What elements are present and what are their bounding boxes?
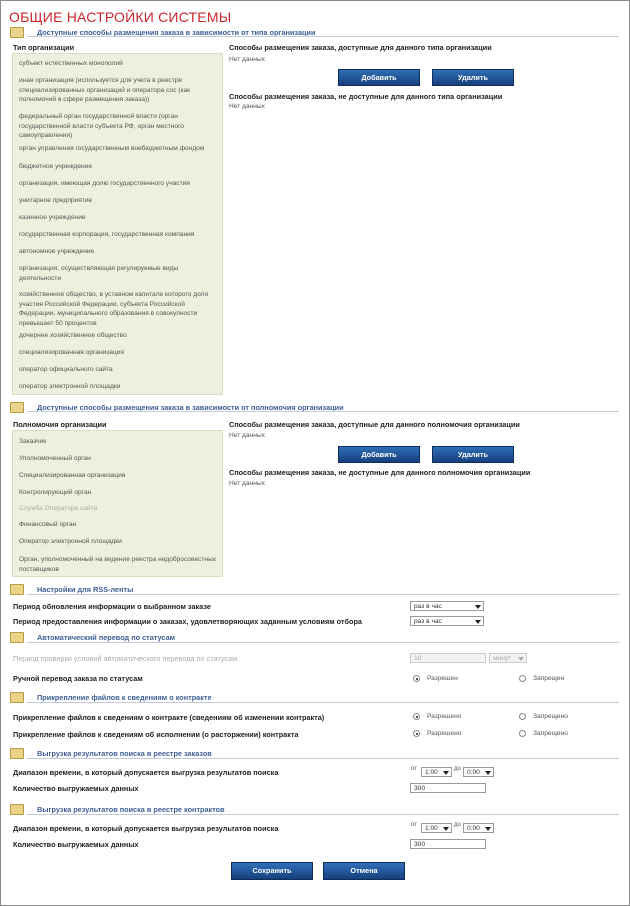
list-item[interactable]: организация, осуществляющая регулируемые виды деятельности	[19, 265, 179, 282]
available-methods-header: Способы размещения заказа, доступные для данного типа организации	[229, 43, 492, 52]
list-item[interactable]: Финансовый орган	[19, 521, 77, 528]
list-item[interactable]: федеральный орган государственной власти (орган государственной власти субъекта РФ, орган местного самоуправления)	[19, 113, 184, 139]
delete-button[interactable]: Удалить	[432, 69, 514, 86]
cancel-button[interactable]: Отмена	[323, 862, 405, 880]
files-contract-forbidden-radio[interactable]	[519, 713, 526, 720]
list-item[interactable]: государственная корпорация, государственная компания	[19, 231, 195, 238]
orders-to-select[interactable]: 0:00	[463, 767, 494, 777]
unavailable-methods-empty: Нет данных	[229, 103, 265, 110]
section-divider	[27, 642, 619, 643]
list-item[interactable]: унитарное предприятие	[19, 197, 93, 204]
section-title-rss: Настройки для RSS-ленты	[37, 585, 134, 594]
section-divider	[27, 411, 619, 412]
folder-icon	[10, 748, 24, 759]
list-item[interactable]: хозяйственное общество, в уставном капитале которого доля участия Российской Федерации, субъекта Российской Федерации, муниципального образования в совокупности превышает 50 процентов	[19, 291, 209, 327]
add-button[interactable]: Добавить	[338, 446, 420, 463]
files-contract-allowed-label: Разрешено	[427, 713, 462, 720]
contracts-to-label: до	[454, 822, 461, 828]
save-button[interactable]: Сохранить	[231, 862, 313, 880]
orders-from-label: от	[411, 766, 417, 772]
files-execution-allowed-label: Разрешено	[427, 730, 462, 737]
list-item[interactable]: субъект естественных монополий	[19, 60, 123, 67]
section-divider	[27, 702, 619, 703]
page-title: ОБЩИЕ НАСТРОЙКИ СИСТЕМЫ	[9, 9, 232, 25]
contracts-count-input[interactable]: 300	[410, 839, 486, 849]
delete-button[interactable]: Удалить	[432, 446, 514, 463]
section-divider	[27, 814, 619, 815]
section-title-org-powers: Доступные способы размещения заказа в зависимости от полномочия организации	[37, 403, 344, 412]
contracts-range-label: Диапазон времени, в который допускается выгрузка результатов поиска	[13, 824, 279, 833]
chevron-down-icon	[475, 605, 481, 609]
list-item[interactable]: казенное учреждение	[19, 214, 86, 221]
unavailable-methods-header: Способы размещения заказа, не доступные для данного полномочия организации	[229, 468, 531, 477]
available-methods-empty: Нет данных	[229, 56, 265, 63]
files-contract-label: Прикрепление файлов к сведениям о контракте (сведениям об изменении контракта)	[13, 713, 325, 722]
rss-provide-period-select[interactable]: раз в час	[410, 616, 484, 626]
folder-icon	[10, 804, 24, 815]
files-contract-forbidden-label: Запрещено	[533, 713, 568, 720]
contracts-from-label: от	[411, 822, 417, 828]
chevron-down-icon	[485, 827, 491, 831]
list-item[interactable]: организация, имеющая долю государственного участия	[19, 180, 190, 187]
unavailable-methods-empty: Нет данных	[229, 480, 265, 487]
unavailable-methods-header: Способы размещения заказа, не доступные для данного типа организации	[229, 92, 503, 101]
list-item[interactable]: орган управления государственным внебюджетным фондом	[19, 145, 205, 152]
manual-status-forbidden-radio[interactable]	[519, 675, 526, 682]
list-item[interactable]: Заказчик	[19, 438, 47, 445]
list-item[interactable]: Орган, уполномоченный на ведение реестра недобросовестных поставщиков	[19, 556, 217, 573]
list-item[interactable]: Уполномоченный орган	[19, 455, 91, 462]
contracts-to-select[interactable]: 0:00	[463, 823, 494, 833]
section-divider	[27, 758, 619, 759]
chevron-down-icon	[475, 620, 481, 624]
list-item[interactable]: оператор электронной площадки	[19, 383, 121, 390]
manual-status-forbidden-label: Запрещен	[533, 675, 565, 682]
folder-icon	[10, 692, 24, 703]
available-methods-empty: Нет данных	[229, 432, 265, 439]
orders-count-input[interactable]: 300	[410, 783, 486, 793]
manual-status-allowed-label: Разрешен	[427, 675, 458, 682]
files-contract-allowed-radio[interactable]	[413, 713, 420, 720]
auto-check-period-input: 10	[410, 653, 486, 663]
chevron-down-icon	[443, 827, 449, 831]
list-item[interactable]: бюджетное учреждение	[19, 163, 93, 170]
list-item[interactable]: автономное учреждение	[19, 248, 95, 255]
files-execution-allowed-radio[interactable]	[413, 730, 420, 737]
chevron-down-icon	[485, 771, 491, 775]
folder-icon	[10, 632, 24, 643]
section-title-export-orders: Выгрузка результатов поиска в реестре заказов	[37, 749, 212, 758]
list-item[interactable]: специализированная организация	[19, 349, 124, 356]
chevron-down-icon	[518, 657, 524, 661]
section-title-org-type: Доступные способы размещения заказа в зависимости от типа организации	[37, 28, 316, 37]
rss-update-period-select[interactable]: раз в час	[410, 601, 484, 611]
rss-provide-period-label: Период предоставления информации о заказах, удовлетворяющих заданным условиям отбора	[13, 617, 362, 626]
rss-update-period-label: Период обновления информации о выбранном заказе	[13, 602, 211, 611]
folder-icon	[10, 584, 24, 595]
files-execution-forbidden-radio[interactable]	[519, 730, 526, 737]
list-header-org-type: Тип организации	[13, 43, 75, 52]
files-execution-forbidden-label: Запрещено	[533, 730, 568, 737]
files-execution-label: Прикрепление файлов к сведениям об исполнении (о расторжении) контракта	[13, 730, 299, 739]
contracts-from-select[interactable]: 1:00	[421, 823, 452, 833]
manual-status-allowed-radio[interactable]	[413, 675, 420, 682]
section-divider	[27, 36, 619, 37]
manual-status-label: Ручной перевод заказа по статусам	[13, 674, 143, 683]
list-header-org-powers: Полномочия организации	[13, 420, 107, 429]
org-powers-list	[12, 430, 223, 577]
auto-check-unit-select: минут	[489, 653, 527, 663]
contracts-count-label: Количество выгружаемых данных	[13, 840, 139, 849]
add-button[interactable]: Добавить	[338, 69, 420, 86]
list-item: Служба Оператора сайта	[19, 505, 98, 512]
list-item[interactable]: оператор официального сайта	[19, 366, 113, 373]
section-title-export-contracts: Выгрузка результатов поиска в реестре контрактов	[37, 805, 225, 814]
orders-count-label: Количество выгружаемых данных	[13, 784, 139, 793]
orders-range-label: Диапазон времени, в который допускается выгрузка результатов поиска	[13, 768, 279, 777]
section-title-auto-status: Автоматический перевод по статусам	[37, 633, 176, 642]
orders-from-select[interactable]: 1:00	[421, 767, 452, 777]
org-type-list	[12, 53, 223, 395]
orders-to-label: до	[454, 766, 461, 772]
list-item[interactable]: Контролирующий орган	[19, 489, 92, 496]
auto-check-period-label: Период проверки условий автоматического перевода по статусам	[13, 654, 238, 663]
list-item[interactable]: Оператор электронной площадки	[19, 538, 122, 545]
chevron-down-icon	[443, 771, 449, 775]
list-item[interactable]: Специализированная организация	[19, 472, 126, 479]
list-item[interactable]: дочернее хозяйственное общество	[19, 332, 127, 339]
folder-icon	[10, 27, 24, 38]
section-title-files: Прикрепление файлов к сведениям о контракте	[37, 693, 212, 702]
available-methods-header: Способы размещения заказа, доступные для данного полномочия организации	[229, 420, 520, 429]
list-item[interactable]: иная организация (используется для учета в реестре специализированных организаций и оператора сос (как полномочий в сфере размещения заказа))	[19, 77, 191, 103]
section-divider	[27, 594, 619, 595]
folder-icon	[10, 402, 24, 413]
